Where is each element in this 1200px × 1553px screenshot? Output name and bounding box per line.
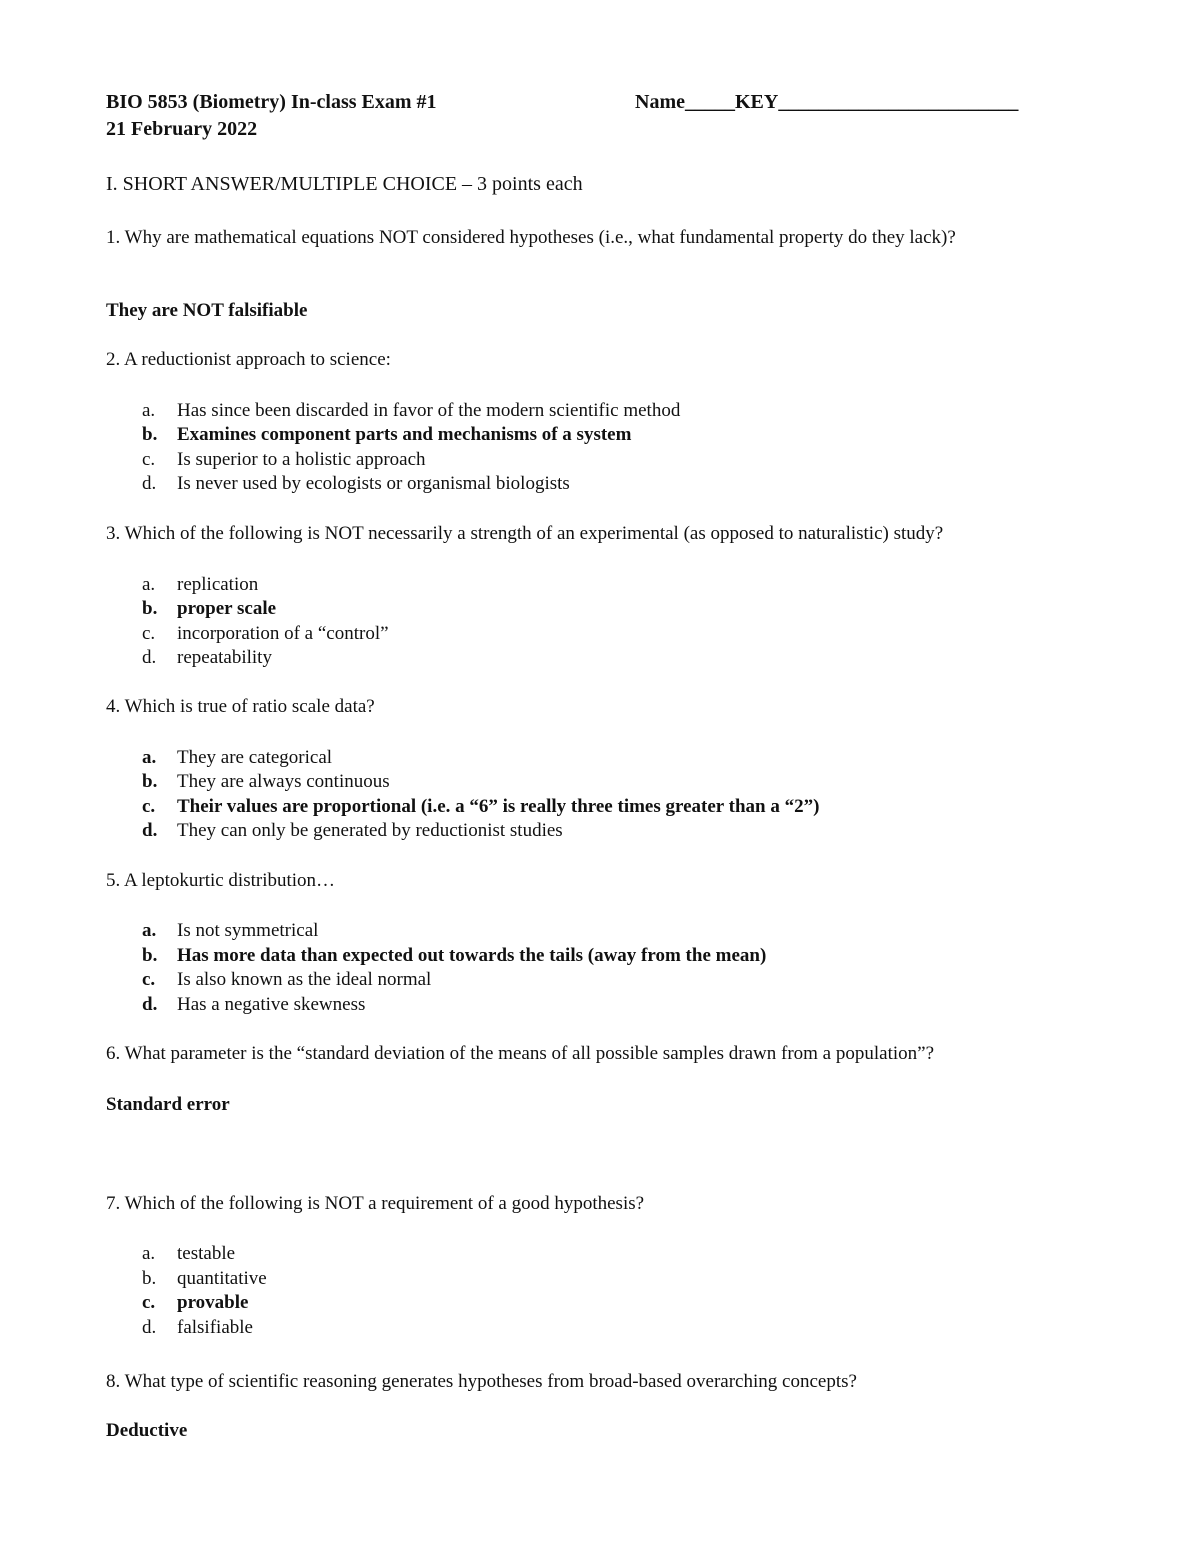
question-7: 7. Which of the following is NOT a requirement of a good hypothesis? bbox=[106, 1193, 645, 1214]
option-letter: d. bbox=[142, 647, 157, 668]
option-letter: c. bbox=[142, 449, 156, 470]
option-text: They are categorical bbox=[177, 747, 333, 768]
option-text: falsifiable bbox=[177, 1317, 253, 1338]
option-letter: a. bbox=[142, 400, 156, 421]
question-6: 6. What parameter is the “standard deviation of the means of all possible samples drawn from a population”? bbox=[106, 1043, 935, 1064]
option-letter: d. bbox=[142, 994, 158, 1015]
question-4: 4. Which is true of ratio scale data? bbox=[106, 696, 375, 717]
option-letter: c. bbox=[142, 1292, 156, 1313]
option-letter: d. bbox=[142, 473, 157, 494]
question-5: 5. A leptokurtic distribution… bbox=[106, 870, 336, 891]
option-text: They can only be generated by reductionist studies bbox=[177, 820, 563, 841]
option-letter: d. bbox=[142, 1317, 157, 1338]
option-text: Is not symmetrical bbox=[177, 920, 319, 941]
option-text: replication bbox=[177, 574, 259, 595]
option-letter: b. bbox=[142, 771, 158, 792]
answer-8: Deductive bbox=[106, 1420, 188, 1441]
option-text: quantitative bbox=[177, 1268, 267, 1289]
option-letter: b. bbox=[142, 945, 158, 966]
option-text: Their values are proportional (i.e. a “6” is really three times greater than a “2”) bbox=[177, 796, 820, 817]
option-letter: c. bbox=[142, 969, 156, 990]
answer-1: They are NOT falsifiable bbox=[106, 300, 308, 321]
option-text: Is superior to a holistic approach bbox=[177, 449, 426, 470]
option-letter: a. bbox=[142, 747, 157, 768]
option-text: provable bbox=[177, 1292, 249, 1313]
option-text: They are always continuous bbox=[177, 771, 390, 792]
option-text: testable bbox=[177, 1243, 236, 1264]
option-text: proper scale bbox=[177, 598, 277, 619]
name-field: Name_____KEY________________________ bbox=[635, 91, 1019, 113]
option-text: Is never used by ecologists or organismal biologists bbox=[177, 473, 570, 494]
section-title: I. SHORT ANSWER/MULTIPLE CHOICE – 3 points each bbox=[106, 173, 583, 195]
question-1: 1. Why are mathematical equations NOT considered hypotheses (i.e., what fundamental property do they lack)? bbox=[106, 227, 956, 248]
option-letter: a. bbox=[142, 920, 157, 941]
question-3: 3. Which of the following is NOT necessarily a strength of an experimental (as opposed to naturalistic) study? bbox=[106, 523, 944, 544]
option-letter: d. bbox=[142, 820, 158, 841]
option-text: repeatability bbox=[177, 647, 272, 668]
option-letter: c. bbox=[142, 796, 156, 817]
option-text: Has a negative skewness bbox=[177, 994, 366, 1015]
option-letter: c. bbox=[142, 623, 156, 644]
option-letter: b. bbox=[142, 598, 158, 619]
option-letter: a. bbox=[142, 574, 156, 595]
option-text: Has more data than expected out towards the tails (away from the mean) bbox=[177, 945, 767, 966]
option-text: incorporation of a “control” bbox=[177, 623, 389, 644]
option-text: Is also known as the ideal normal bbox=[177, 969, 432, 990]
question-8: 8. What type of scientific reasoning generates hypotheses from broad-based overarching concepts? bbox=[106, 1371, 857, 1392]
option-text: Examines component parts and mechanisms of a system bbox=[177, 424, 632, 445]
option-letter: b. bbox=[142, 1268, 157, 1289]
answer-6: Standard error bbox=[106, 1094, 230, 1115]
option-letter: a. bbox=[142, 1243, 156, 1264]
option-letter: b. bbox=[142, 424, 158, 445]
option-text: Has since been discarded in favor of the modern scientific method bbox=[177, 400, 681, 421]
question-2: 2. A reductionist approach to science: bbox=[106, 349, 391, 370]
exam-date: 21 February 2022 bbox=[106, 118, 258, 140]
course-title: BIO 5853 (Biometry) In-class Exam #1 bbox=[106, 91, 437, 113]
